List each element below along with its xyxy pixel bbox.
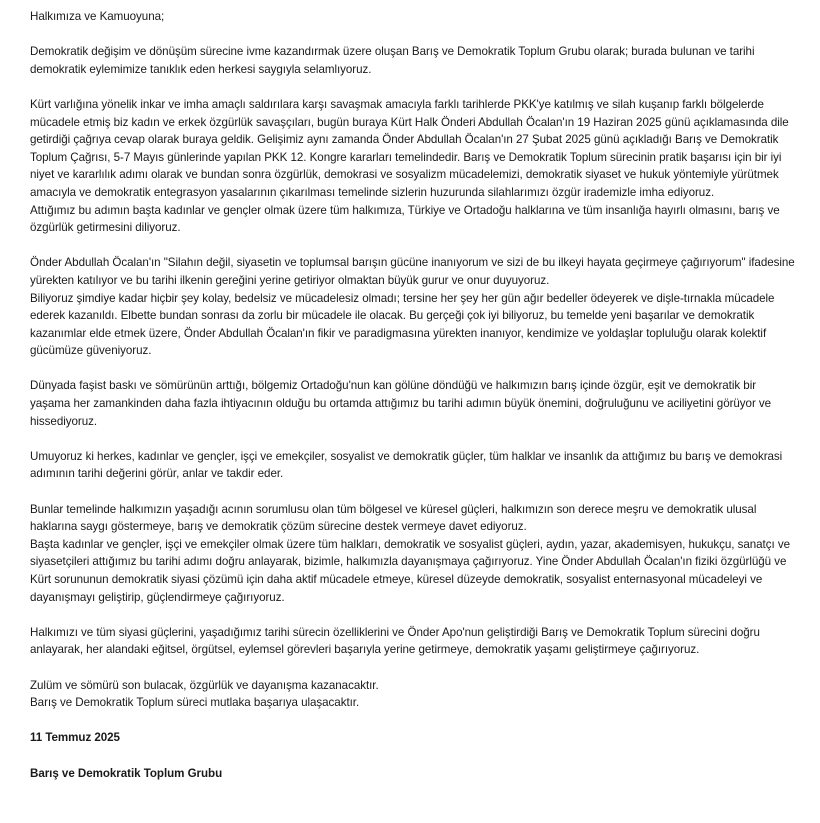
paragraph-line: dayanışmayı geliştirip, güçlendirmeye çağırıyoruz. [30, 590, 285, 604]
body-paragraph [30, 448, 808, 483]
paragraph-line: niyet ve kararlılık adımı olarak ve bundan sonra özgürlük, demokrasi ve sosyalizm mücadelemizi, demokratik siyaset ve hukuk yöntemiyle yürütmek [30, 168, 779, 182]
paragraph-line: demokratik eylemimize tanıklık eden herkesi saygıyla selamlıyoruz. [30, 62, 372, 76]
paragraph-line: amacıyla ve demokratik entegrasyon yasalarının çıkarılması temelinde sizlerin huzurunda silahlarımızı özgür irademizle imha ediyoruz. [30, 185, 715, 199]
paragraph-line: Barış ve Demokratik Toplum süreci mutlaka başarıya ulaşacaktır. [30, 696, 360, 710]
body-paragraph [30, 43, 808, 78]
paragraph-line: Bunlar temelinde halkımızın yaşadığı acının sorumlusu olan tüm bölgesel ve küresel güçleri, halkımızın son derece meşru ve demokratik ulusal [30, 502, 757, 516]
paragraph-line: Halkımızı ve tüm siyasi güçlerini, yaşadığımız tarihi sürecin özelliklerini ve Önder Apo'nun geliştirdiği Barış ve Demokratik Toplum sürecini doğru [30, 625, 760, 639]
paragraph-line: mücadele etmiş biz kadın ve erkek özgürlük savaşçıları, bugün buraya Kürt Halk Önderi Abdullah Öcalan'ın 19 Haziran 2025 günü açıklamasında dile [30, 115, 789, 129]
statement-signature [30, 765, 808, 783]
paragraph-line: Umuyoruz ki herkes, kadınlar ve gençler, işçi ve emekçiler, sosyalist ve demokratik güçler, tüm halklar ve insanlık da attığımız bu barış ve demokrasi [30, 449, 783, 463]
statement-date [30, 729, 808, 747]
paragraph-line: gücümüze güveniyoruz. [30, 344, 152, 358]
signature-text: Barış ve Demokratik Toplum Grubu [30, 766, 223, 780]
statement-body [30, 43, 808, 712]
greeting [30, 8, 808, 26]
paragraph-line: Önder Abdullah Öcalan'ın "Silahın değil, siyasetin ve toplumsal barışın gücüne inanıyorum ve sizi de bu ilkeyi hayata geçirmeye çağırıyorum" ifadesine [30, 256, 795, 270]
paragraph-line: Kürt sorununun demokratik siyasi çözümü için daha aktif mücadele etmeye, küresel düzeyde demokratik, sosyalist enternasyonal mücadeleyi ve [30, 573, 763, 586]
paragraph-line: yürekten katılıyor ve bu tarihi ilkenin gereğini yerine getiriyor olmaktan büyük gurur ve onur duyuyoruz. [30, 273, 550, 287]
paragraph-line: Kürt varlığına yönelik inkar ve imha amaçlı saldırılara karşı savaşmak amacıyla farklı tarihlerde PKK'ye katılmış ve silah kuşanıp farklı bölgelerde [30, 97, 764, 111]
paragraph-line: yaşama her zamankinden daha fazla ihtiyacının olduğu bu ortamda attığımız bu tarihi adımın büyük önemini, doğruluğunu ve aciliyetini görüyor ve [30, 397, 772, 411]
paragraph-line: Başta kadınlar ve gençler, işçi ve emekçiler olmak üzere tüm halkları, demokratik ve sosyalist güçleri, aydın, yazar, akademisyen, hukukçu, sanatçı ve [30, 537, 790, 551]
date-text: 11 Temmuz 2025 [30, 731, 120, 745]
paragraph-line: Attığımız bu adımın başta kadınlar ve gençler olmak üzere tüm halkımıza, Türkiye ve Ortadoğu halklarına ve tüm insanlığa hayırlı olmasını, barış ve [30, 203, 780, 217]
paragraph-line: Toplum Çağrısı, 5-7 Mayıs günlerinde yapılan PKK 12. Kongre kararları temelindedir. Barış ve Demokratik Toplum sürecinin pratik başarısı için bir iyi [30, 150, 782, 164]
body-paragraph [30, 624, 808, 659]
paragraph-line: özgürlük getirmesini diliyoruz. [30, 221, 181, 235]
paragraph-line: anlayarak, her alandaki eğitsel, örgütsel, eylemsel görevleri başarıyla yerine getirmeye, demokratik yaşamı geliştirmeye çağırıyoruz. [30, 643, 700, 657]
statement-document [30, 8, 808, 800]
paragraph-line: Dünyada faşist baskı ve sömürünün arttığı, bölgemiz Ortadoğu'nun kan gölüne döndüğü ve halkımızın barış içinde özgür, eşit ve demokratik bir [30, 379, 757, 393]
body-paragraph [30, 96, 808, 237]
body-paragraph [30, 677, 808, 712]
paragraph-line: Zulüm ve sömürü son bulacak, özgürlük ve dayanışma kazanacaktır. [30, 678, 379, 692]
paragraph-line: kazanımlar elde etmek üzere, Önder Abdullah Öcalan'ın fikir ve paradigmasına yürekten inanıyor, kendimize ve yoldaşlar topluluğu olarak kolektif [30, 326, 767, 340]
paragraph-line: siyasetçileri attığımız bu tarihi adımı doğru anlayarak, bizimle, halkımızla dayanışmaya çağırıyoruz. Yine Önder Abdullah Öcalan'ın fiziki özgürlüğü ve [30, 555, 787, 569]
paragraph-line: hissediyoruz. [30, 414, 98, 428]
body-paragraph [30, 254, 808, 360]
body-paragraph [30, 377, 808, 430]
paragraph-line: haklarına saygı göstermeye, barış ve demokratik çözüm sürecine destek vermeye davet ediyoruz. [30, 520, 527, 534]
greeting-text: Halkımıza ve Kamuoyuna; [30, 10, 165, 23]
paragraph-line: Biliyoruz şimdiye kadar hiçbir şey kolay, bedelsiz ve mücadelesiz olmadı; tersine her şey her gün ağır bedeller ödeyerek ve dişle-tırnakla mücadele [30, 291, 775, 305]
paragraph-line: Demokratik değişim ve dönüşüm sürecine ivme kazandırmak üzere oluşan Barış ve Demokratik Toplum Grubu olarak; burada bulunan ve tarihi [30, 45, 755, 59]
paragraph-line: ederek kazanıldı. Elbette bundan sonrası da zorlu bir mücadele ile olacak. Bu gerçeği çok iyi biliyoruz, bu temelde yeni başarılar ve demokratik [30, 309, 755, 323]
paragraph-line: adımının tarihi değerini görür, anlar ve takdir eder. [30, 467, 284, 481]
body-paragraph [30, 501, 808, 607]
paragraph-line: getirdiği çağrıya cevap olarak buraya geldik. Gelişimiz aynı zamanda Önder Abdullah Öcalan'ın 27 Şubat 2025 günü açıkladığı Barış ve Demokratik [30, 133, 779, 147]
